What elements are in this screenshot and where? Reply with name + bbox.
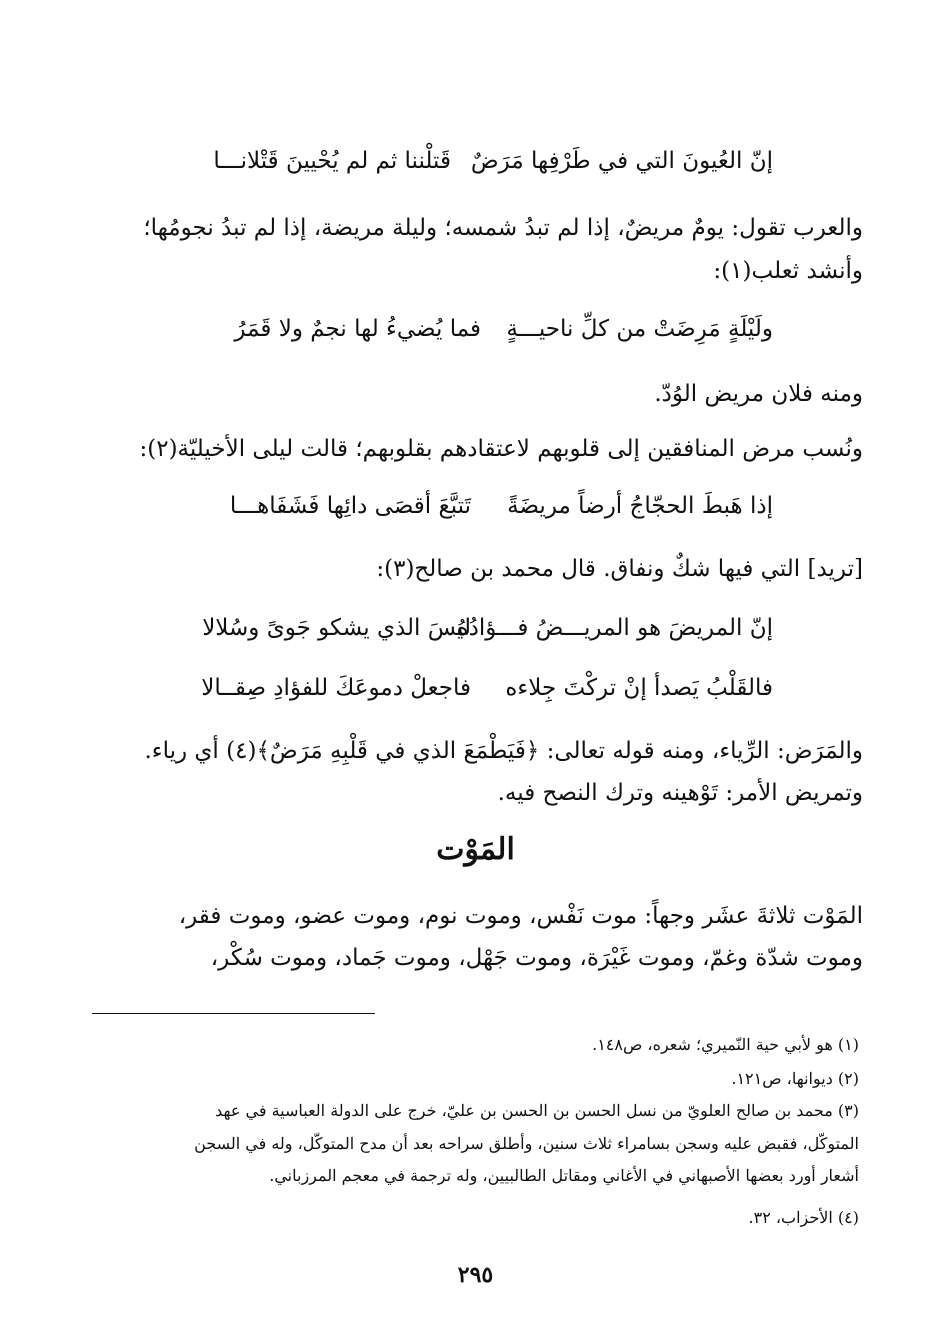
verse-5-hemistich-a: فالقَلْبُ يَصدأ إنْ تركْتَ جِلاءه (505, 675, 773, 701)
paragraph-line: ونُسب مرض المنافقين إلى قلوبهم لاعتقادهم بقلوبهم؛ قالت ليلى الأخيليّة(٢): (139, 436, 863, 462)
paragraph-line: [تريد] التي فيها شكٌ ونفاق. قال محمد بن صالح(٣): (376, 556, 863, 582)
footnote-separator (92, 1013, 375, 1014)
section-heading: المَوْت (436, 832, 515, 867)
footnote: (٣) محمد بن صالح العلويّ من نسل الحسن بن الحسن بن عليّ، خرج على الدولة العباسية في عهد (215, 1101, 859, 1120)
verse-2-hemistich-a: ولَيْلَةٍ مَرِضَتْ من كلِّ ناحيـــةٍ (506, 316, 773, 342)
paragraph-line: وموت شدّة وغمّ، وموت غَيْرَة، وموت جَهْل، وموت جَماد، وموت سُكْر، (210, 945, 863, 971)
verse-2-hemistich-b: فما يُضيءُ لها نجمٌ ولا قَمَرُ (234, 316, 481, 342)
verse-4-hemistich-b: ليسَ الذي يشكو جَوىً وسُلالا (202, 615, 471, 641)
verse-1-hemistich-b: قَتلْننا ثم لم يُحْيينَ قَتْلانـــا (213, 148, 451, 174)
paragraph-line: المَوْت ثلاثةَ عشَر وجهاً: موت نَفْس، وموت نوم، وموت عضو، وموت فقر، (178, 903, 863, 929)
verse-1-hemistich-a: إنّ العُيونَ التي في طَرْفِها مَرَضٌ (470, 148, 773, 174)
footnote: (١) هو لأبي حية النّميري؛ شعره، ص١٤٨. (592, 1035, 859, 1054)
footnote: (٢) ديوانها، ص١٢١. (731, 1069, 859, 1088)
paragraph-line: ومنه فلان مريض الوُدّ. (654, 381, 863, 407)
footnote: أشعار أورد بعضها الأصبهاني في الأغاني ومقاتل الطالبيين، وله ترجمة في معجم المرزباني. (269, 1166, 859, 1185)
paragraph-line: وأنشد ثعلب(١): (713, 258, 863, 284)
page-number: ٢٩٥ (457, 1262, 494, 1288)
verse-5-hemistich-b: فاجعلْ دموعَكَ للفؤادِ صِقــالا (201, 675, 471, 701)
paragraph-line: والعرب تقول: يومٌ مريضٌ، إذا لم تبدُ شمسه؛ وليلة مريضة، إذا لم تبدُ نجومُها؛ (143, 215, 863, 241)
paragraph-line: والمَرَض: الرِّياء، ومنه قوله تعالى: ﴿فَيَطْمَعَ الذي في قَلْبِهِ مَرَضٌ﴾(٤) أي رياء. (144, 738, 863, 764)
verse-4-hemistich-a: إنّ المريضَ هو المريـــضُ فـــؤادُهُ (456, 615, 773, 641)
verse-3-hemistich-a: إذا هَبطَ الحجّاجُ أرضاً مريضَةً (507, 493, 773, 519)
footnote: (٤) الأحزاب، ٣٢. (748, 1208, 859, 1227)
paragraph-line: وتمريض الأمر: تَوْهينه وترك النصح فيه. (497, 780, 863, 806)
footnote: المتوكّل، فقبض عليه وسجن بسامراء ثلاث سنين، وأطلق سراحه بعد أن مدح المتوكّل، وله في السجن (194, 1134, 859, 1153)
verse-3-hemistich-b: تَتبَّعَ أقصَى دائِها فَشَفَاهـــا (229, 493, 471, 519)
